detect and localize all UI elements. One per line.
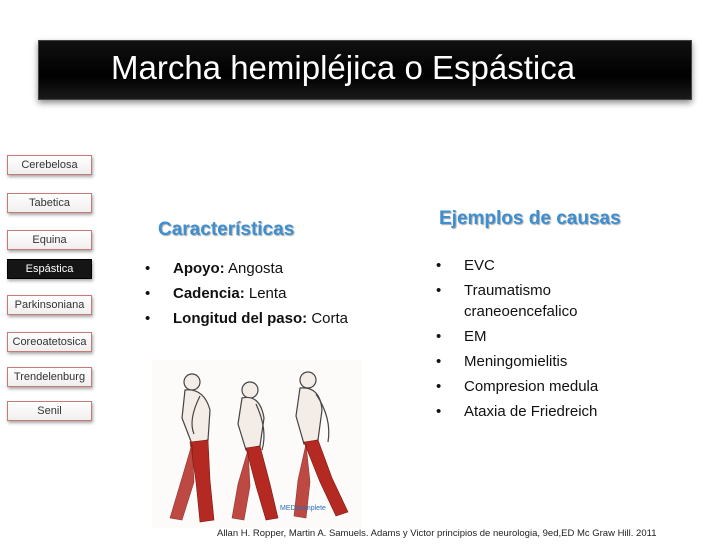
item-value: Corta <box>311 310 349 327</box>
figure-2 <box>238 382 264 450</box>
item-key: Longitud del paso: <box>173 310 308 327</box>
list-item <box>143 258 403 279</box>
figure-1-legs <box>170 440 214 522</box>
list-item: • Compresion medula <box>434 376 634 397</box>
gait-figures <box>152 360 362 528</box>
caracteristicas-list <box>143 258 403 333</box>
item-value: Angosta <box>228 260 284 277</box>
nav-button-equina[interactable]: Equina <box>7 230 92 250</box>
ejemplos-heading: Ejemplos de causas <box>439 208 621 229</box>
nav-button-parkinsoniana[interactable]: Parkinsoniana <box>7 295 92 315</box>
nav-button-coreoatetosica[interactable]: Coreoatetosica <box>7 332 92 352</box>
list-item: • EVC <box>434 255 634 276</box>
gait-illustration <box>152 360 362 528</box>
title-bar <box>38 40 692 100</box>
list-item: • Traumatismo craneoencefalico <box>434 280 634 322</box>
list-item <box>143 283 403 304</box>
list-item: • Ataxia de Friedreich <box>434 401 634 422</box>
figure-2-legs <box>232 446 278 520</box>
figure-watermark: MEDIcomplete <box>280 505 326 512</box>
list-item <box>143 308 403 329</box>
caracteristicas-heading: Características <box>158 219 295 240</box>
nav-button-espastica[interactable]: Espástica <box>7 259 92 279</box>
nav-button-trendelenburg[interactable]: Trendelenburg <box>7 367 92 387</box>
ejemplos-list <box>434 255 634 426</box>
list-item: • Meningomielitis <box>434 351 634 372</box>
item-key: Apoyo: <box>173 260 225 277</box>
figure-3 <box>296 372 329 444</box>
item-value: Lenta <box>248 285 287 302</box>
nav-button-cerebelosa[interactable]: Cerebelosa <box>7 155 92 175</box>
nav-button-senil[interactable]: Senil <box>7 401 92 421</box>
figure-1 <box>182 374 210 444</box>
list-item: • EM <box>434 326 634 347</box>
nav-button-tabetica[interactable]: Tabetica <box>7 193 92 213</box>
item-key: Cadencia: <box>173 285 245 302</box>
citation: Allan H. Ropper, Martin A. Samuels. Adams y Victor principios de neurologia, 9ed,ED Mc Graw Hill. 2011 <box>217 528 657 539</box>
page-title: Marcha hemipléjica o Espástica <box>111 49 576 86</box>
